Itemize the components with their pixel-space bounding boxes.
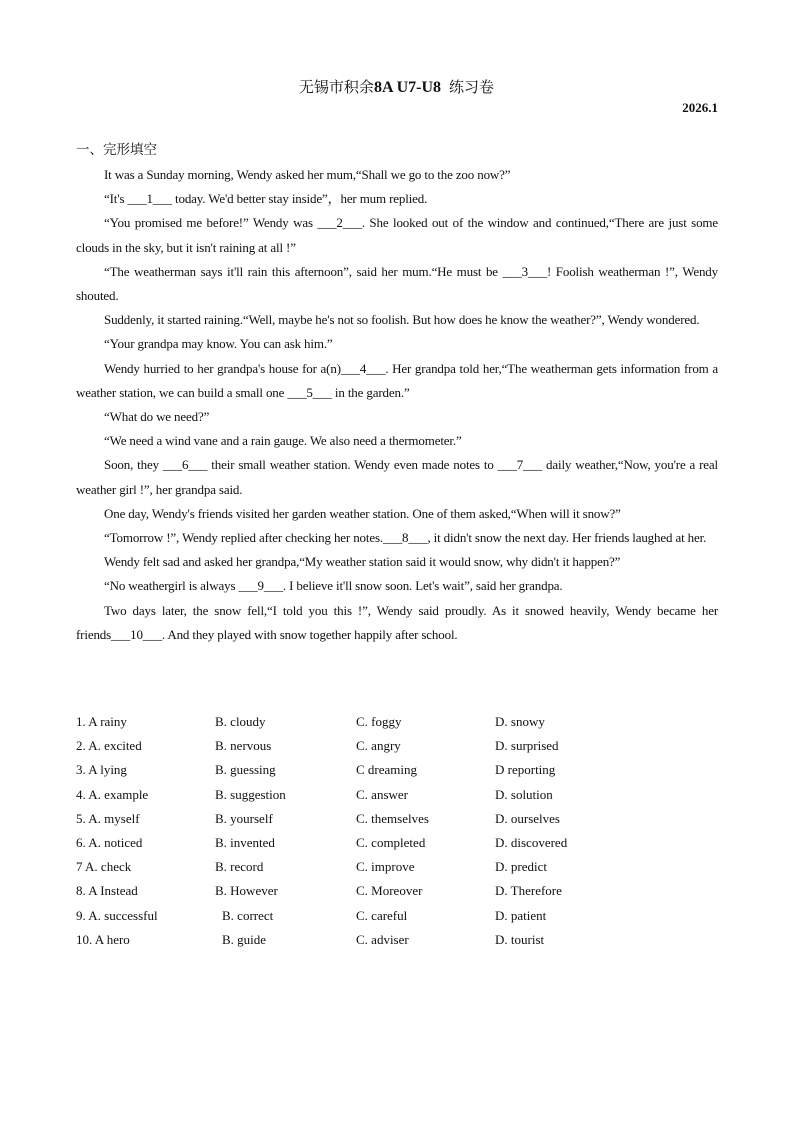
option-c: C. themselves [356, 810, 429, 826]
option-c: C dreaming [356, 762, 418, 778]
option-c: C. Moreover [356, 883, 423, 899]
option-row [76, 710, 718, 734]
option-a: 7 A. check [76, 859, 132, 875]
title-suffix: 练习卷 [449, 78, 495, 96]
option-c: C. angry [356, 738, 401, 754]
option-a: 8. A Instead [76, 883, 138, 899]
option-d: D reporting [495, 762, 556, 778]
option-a: 6. A. noticed [76, 834, 143, 850]
option-c: C. completed [356, 834, 426, 850]
option-a: 1. A rainy [76, 714, 127, 729]
option-row [76, 831, 718, 855]
passage-paragraph: Soon, they ___6___ their small weather station. Wendy even made notes to ___7___ daily weather,“Now, you're a real weather girl !”, her grandpa said. [76, 457, 718, 497]
option-a: 4. A. example [76, 786, 149, 802]
passage-paragraph: “What do we need?” [104, 409, 210, 425]
cloze-passage [76, 163, 718, 647]
exam-date: 2026.1 [682, 100, 718, 115]
option-b: B. record [215, 859, 264, 875]
option-row [76, 734, 718, 758]
option-d: D. discovered [495, 834, 568, 850]
option-c: C. adviser [356, 931, 409, 947]
option-row [76, 807, 718, 831]
option-b: B. However [215, 883, 278, 899]
passage-paragraph: Wendy hurried to her grandpa's house for a(n)___4___. Her grandpa told her,“The weatherman gets information from a weather station, we can build a small one ___5___ in the garden.” [76, 360, 718, 400]
passage-paragraph: Wendy felt sad and asked her grandpa,“My weather station said it would snow, why didn't it happen?” [104, 554, 621, 570]
passage-paragraph: “It's ___1___ today. We'd better stay inside”，her mum replied. [104, 191, 428, 207]
option-b: B. invented [215, 834, 275, 850]
option-d: D. surprised [495, 738, 559, 754]
passage-paragraph: “Your grandpa may know. You can ask him.” [104, 336, 333, 352]
option-d: D. patient [495, 907, 547, 923]
option-b: B. guessing [215, 762, 276, 778]
option-d: D. snowy [495, 714, 545, 729]
option-d: D. Therefore [495, 883, 562, 899]
option-row [76, 904, 718, 928]
passage-paragraph: Suddenly, it started raining.“Well, maybe he's not so foolish. But how does he know the weather?”, Wendy wondered. [104, 312, 700, 328]
option-c: C. careful [356, 907, 408, 923]
option-a: 9. A. successful [76, 907, 158, 923]
option-b: B. nervous [215, 738, 272, 754]
answer-options [76, 710, 718, 952]
option-d: D. predict [495, 859, 547, 875]
option-b: B. cloudy [215, 714, 266, 729]
passage-paragraph: “Tomorrow !”, Wendy replied after checking her notes.___8___, it didn't snow the next day. Her friends laughed at her. [104, 530, 707, 546]
passage-paragraph: It was a Sunday morning, Wendy asked her mum,“Shall we go to the zoo now?” [104, 167, 511, 182]
passage-paragraph: Two days later, the snow fell,“I told you this !”, Wendy said proudly. As it snowed heavily, Wendy became her friends___10___. And they played with snow together happily after school. [76, 602, 718, 642]
passage-paragraph: “You promised me before!” Wendy was ___2___. She looked out of the window and continued,“There are just some clouds in the sky, but it isn't raining at all !” [76, 215, 718, 255]
option-b: B. yourself [215, 810, 273, 826]
option-d: D. ourselves [495, 810, 560, 826]
option-row [76, 928, 718, 952]
option-b: B. suggestion [215, 786, 286, 802]
option-b: B. guide [222, 931, 267, 947]
option-d: D. solution [495, 786, 553, 802]
option-row [76, 758, 718, 782]
title-prefix: 无锡市积余 [298, 78, 374, 96]
title-unit: 8A U7-U8 [373, 79, 442, 96]
option-c: C. answer [356, 786, 408, 802]
passage-paragraph: “No weathergirl is always ___9___. I believe it'll snow soon. Let's wait”, said her grandpa. [104, 578, 563, 594]
section-title: 一、完形填空 [76, 142, 157, 158]
page-title [0, 76, 793, 97]
passage-paragraph: “We need a wind vane and a rain gauge. We also need a thermometer.” [104, 433, 462, 449]
option-a: 2. A. excited [76, 738, 142, 754]
option-a: 10. A hero [76, 931, 130, 947]
option-row [76, 879, 718, 903]
option-a: 3. A lying [76, 762, 127, 778]
option-row [76, 855, 718, 879]
option-c: C. improve [356, 859, 415, 875]
passage-paragraph: “The weatherman says it'll rain this afternoon”, said her mum.“He must be ___3___! Foolish weatherman !”, Wendy shouted. [76, 263, 718, 304]
option-row [76, 783, 718, 807]
passage-paragraph: One day, Wendy's friends visited her garden weather station. One of them asked,“When will it snow?” [104, 505, 621, 521]
option-b: B. correct [222, 907, 274, 923]
option-c: C. foggy [356, 714, 402, 729]
option-d: D. tourist [495, 931, 545, 947]
option-a: 5. A. myself [76, 810, 140, 826]
